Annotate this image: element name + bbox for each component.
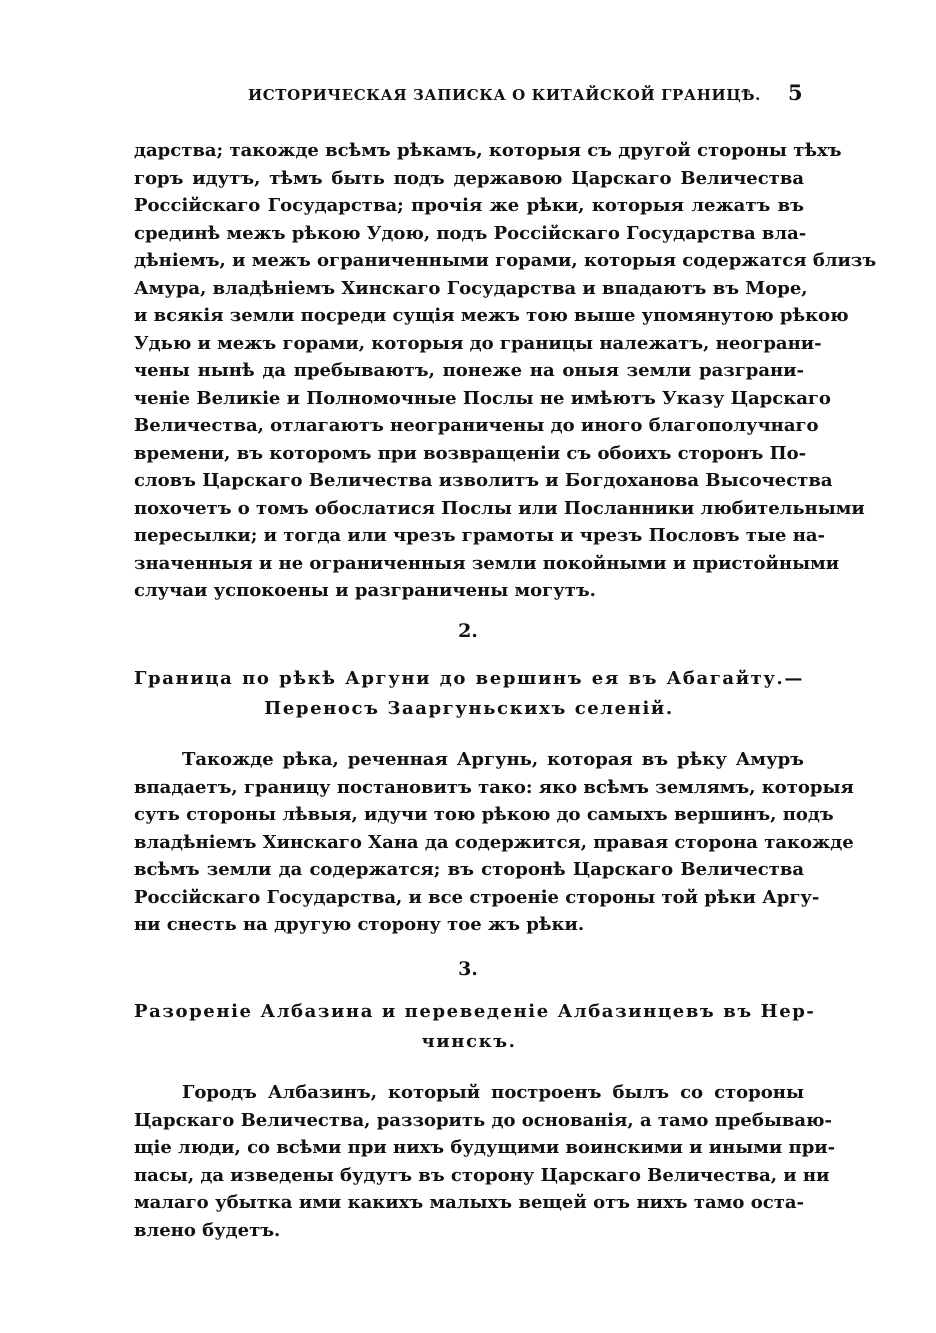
text-line: срединѣ межъ рѣкою Удою, подъ Россійскаго Государства вла- bbox=[134, 222, 807, 244]
paragraph-section-3 bbox=[134, 1079, 836, 1244]
page-number: 5 bbox=[788, 80, 803, 105]
heading-line: Граница по рѣкѣ Аргуни до вершинъ ея въ Абагайту.— bbox=[134, 668, 804, 689]
section-heading bbox=[134, 997, 816, 1057]
text-line: Амура, владѣніемъ Хинскаго Государства и впадаютъ въ Море, bbox=[134, 277, 808, 299]
text-line: пасы, да изведены будутъ въ сторону Царскаго Величества, и ни bbox=[134, 1164, 830, 1186]
text-line: владѣніемъ Хинскаго Хана да содержится, правая сторона такожде bbox=[134, 831, 854, 853]
text-line: словъ Царскаго Величества изволитъ и Богдоханова Высочества bbox=[134, 470, 833, 491]
text-line: дарства; такожде всѣмъ рѣкамъ, которыя съ другой стороны тѣхъ bbox=[134, 140, 842, 161]
text-line: Россійскаго Государства; прочія же рѣки, которыя лежатъ въ bbox=[134, 195, 804, 216]
text-line: Удью и межъ горами, которыя до границы належатъ, неограни- bbox=[134, 332, 822, 354]
text-line: ченіе Великіе и Полномочные Послы не имѣютъ Указу Царскаго bbox=[134, 387, 831, 409]
text-line: пересылки; и тогда или чрезъ грамоты и чрезъ Пословъ тые на- bbox=[134, 525, 826, 546]
paragraph-continuation bbox=[134, 137, 877, 605]
paragraph-section-2 bbox=[134, 746, 854, 939]
text-line: щіе люди, со всѣми при нихъ будущими воинскими и иными при- bbox=[134, 1137, 836, 1158]
text-line: малаго убытка ими какихъ малыхъ вещей отъ нихъ тамо оста- bbox=[134, 1192, 804, 1213]
text-line: всѣмъ земли да содержатся; въ сторонѣ Царскаго Величества bbox=[134, 859, 804, 880]
section-number: 2. bbox=[458, 620, 478, 642]
text-line: значенныя и не ограниченныя земли покойными и пристойными bbox=[134, 552, 840, 574]
text-line: впадаетъ, границу постановитъ тако: яко всѣмъ землямъ, которыя bbox=[134, 776, 854, 798]
text-line: Городъ Албазинъ, который построенъ былъ со стороны bbox=[182, 1082, 804, 1103]
text-line: влено будетъ. bbox=[134, 1219, 281, 1241]
text-line: похочетъ о томъ обослатися Послы или Посланники любительными bbox=[134, 497, 865, 519]
heading-line: Переносъ Зааргуньскихъ селеній. bbox=[264, 698, 674, 719]
text-line: дѣніемъ, и межъ ограниченными горами, которыя содержатся близъ bbox=[134, 250, 877, 271]
text-line: Царскаго Величества, раззорить до основанія, а тамо пребываю- bbox=[134, 1109, 832, 1131]
text-line: Такожде рѣка, реченная Аргунь, которая въ рѣку Амуръ bbox=[182, 749, 804, 770]
heading-line: чинскъ. bbox=[421, 1031, 517, 1052]
text-line: и всякія земли посреди сущія межъ тою выше упомянутою рѣкою bbox=[134, 305, 849, 326]
text-line: времени, въ которомъ при возвращеніи съ обоихъ сторонъ По- bbox=[134, 442, 807, 464]
text-line: горъ идутъ, тѣмъ быть подъ державою Царскаго Величества bbox=[134, 167, 804, 189]
text-line: чены нынѣ да пребываютъ, понеже на оныя земли разграни- bbox=[134, 360, 804, 381]
text-line: Величества, отлагаютъ неограничены до иного благополучнаго bbox=[134, 415, 819, 436]
text-line: случаи успокоены и разграничены могутъ. bbox=[134, 580, 596, 601]
text-line: суть стороны лѣвыя, идучи тою рѣкою до самыхъ вершинъ, подъ bbox=[134, 804, 834, 825]
section-heading bbox=[134, 664, 804, 724]
text-line: Россійскаго Государства, и все строеніе стороны той рѣки Аргу- bbox=[134, 886, 820, 908]
running-title: ИСТОРИЧЕСКАЯ ЗАПИСКА О КИТАЙСКОЙ ГРАНИЦѢ. bbox=[248, 86, 761, 104]
heading-line: Разореніе Албазина и переведеніе Албазинцевъ въ Нер- bbox=[134, 1001, 816, 1022]
text-line: ни снесть на другую сторону тое жъ рѣки. bbox=[134, 914, 585, 935]
section-number: 3. bbox=[458, 958, 478, 980]
